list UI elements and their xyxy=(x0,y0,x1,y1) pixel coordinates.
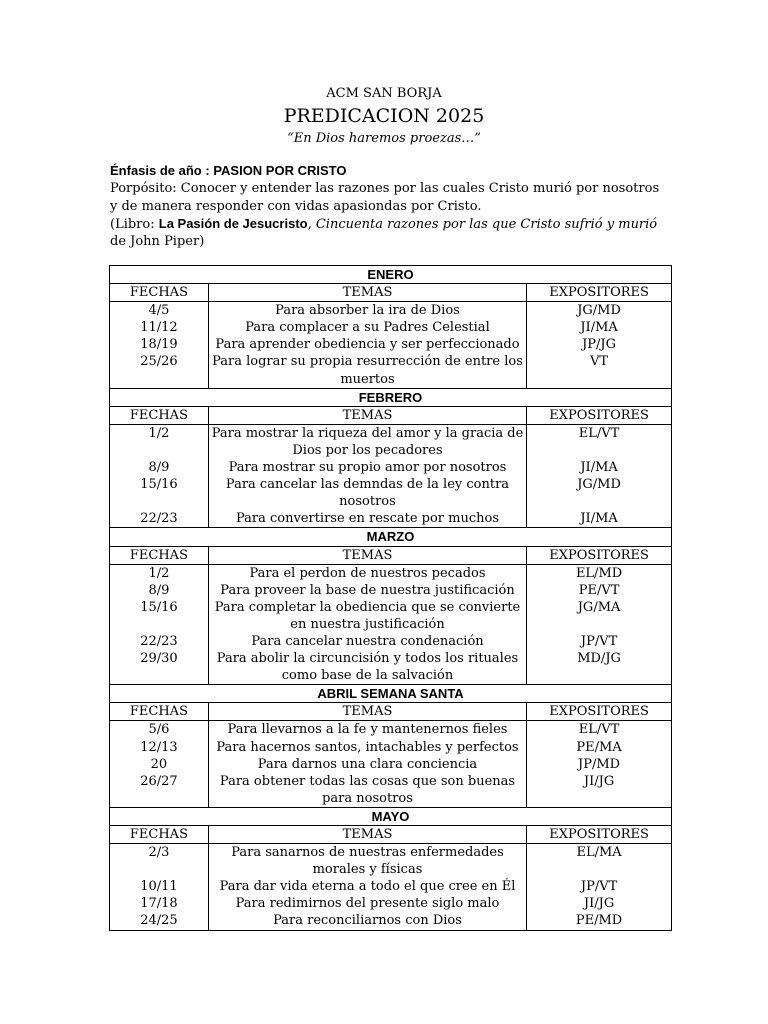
column-header-topics: TEMAS xyxy=(208,703,526,721)
topic-cell: Para mostrar la riqueza del amor y la gracia de Dios por los pecadores xyxy=(208,424,526,459)
topic-cell: Para mostrar su propio amor por nosotros xyxy=(208,459,526,476)
topic-cell: Para darnos una clara conciencia xyxy=(208,756,526,773)
emphasis-line xyxy=(110,162,670,180)
column-header-topics: TEMAS xyxy=(208,284,526,302)
date-cell: 17/18 xyxy=(110,895,209,912)
date-cell: 18/19 xyxy=(110,336,209,353)
date-cell: 22/23 xyxy=(110,633,209,650)
date-cell: 2/3 xyxy=(110,844,209,879)
column-header-topics: TEMAS xyxy=(208,406,526,424)
date-cell: 12/13 xyxy=(110,739,209,756)
month-name: ABRIL SEMANA SANTA xyxy=(110,685,672,703)
month-header-row xyxy=(110,807,672,825)
speaker-cell: JG/MA xyxy=(527,599,672,633)
speaker-cell: MD/JG xyxy=(527,650,672,685)
speaker-cell: JP/VT xyxy=(527,878,672,895)
month-name: ENERO xyxy=(110,266,672,284)
page-title: PREDICACION 2025 xyxy=(283,105,485,127)
topic-cell: Para llevarnos a la fe y mantenernos fieles xyxy=(208,721,526,739)
column-header-dates: FECHAS xyxy=(110,546,209,564)
table-row xyxy=(110,353,672,388)
table-row xyxy=(110,302,672,320)
column-header-row xyxy=(110,284,672,302)
topic-cell: Para reconciliarnos con Dios xyxy=(208,912,526,930)
column-header-speakers: EXPOSITORES xyxy=(527,284,672,302)
table-row xyxy=(110,844,672,879)
speaker-cell: JI/JG xyxy=(527,773,672,808)
table-row xyxy=(110,878,672,895)
purpose-text: Porpósito: Conocer y entender las razones por las cuales Cristo murió por nosotros y de manera responder con vidas apasiondas por Cristo. xyxy=(110,181,660,214)
book-title: La Pasión de Jesucristo xyxy=(158,215,308,231)
table-row xyxy=(110,721,672,739)
topic-cell: Para redimirnos del presente siglo malo xyxy=(208,895,526,912)
table-row xyxy=(110,459,672,476)
speaker-cell: VT xyxy=(527,353,672,388)
table-row xyxy=(110,739,672,756)
column-header-topics: TEMAS xyxy=(208,826,526,844)
column-header-speakers: EXPOSITORES xyxy=(527,826,672,844)
month-name: MARZO xyxy=(110,528,672,546)
motto: “En Dios haremos proezas…” xyxy=(287,131,481,146)
speaker-cell: PE/MD xyxy=(527,912,672,930)
month-header-row xyxy=(110,388,672,406)
table-row xyxy=(110,319,672,336)
column-header-topics: TEMAS xyxy=(208,546,526,564)
date-cell: 15/16 xyxy=(110,599,209,633)
month-header-row xyxy=(110,528,672,546)
date-cell: 15/16 xyxy=(110,476,209,510)
topic-cell: Para hacernos santos, intachables y perfectos xyxy=(208,739,526,756)
book-separator: , xyxy=(307,216,316,232)
month-name: FEBRERO xyxy=(110,388,672,406)
date-cell: 5/6 xyxy=(110,721,209,739)
topic-cell: Para complacer a su Padres Celestial xyxy=(208,319,526,336)
speaker-cell: EL/VT xyxy=(527,424,672,459)
date-cell: 1/2 xyxy=(110,424,209,459)
date-cell: 22/23 xyxy=(110,510,209,528)
book-reference xyxy=(110,215,670,251)
table-row xyxy=(110,424,672,459)
topic-cell: Para cancelar las demndas de la ley contra nosotros xyxy=(208,476,526,510)
table-row xyxy=(110,912,672,930)
column-header-row xyxy=(110,406,672,424)
topic-cell: Para lograr su propia resurrección de entre los muertos xyxy=(208,353,526,388)
topic-cell: Para proveer la base de nuestra justificación xyxy=(208,582,526,599)
date-cell: 8/9 xyxy=(110,459,209,476)
organization-name: ACM SAN BORJA xyxy=(326,86,442,101)
book-prefix: (Libro: xyxy=(110,216,159,232)
topic-cell: Para el perdon de nuestros pecados xyxy=(208,564,526,582)
speaker-cell: JI/MA xyxy=(527,459,672,476)
date-cell: 24/25 xyxy=(110,912,209,930)
date-cell: 26/27 xyxy=(110,773,209,808)
speaker-cell: EL/MD xyxy=(527,564,672,582)
column-header-speakers: EXPOSITORES xyxy=(527,703,672,721)
table-row xyxy=(110,599,672,633)
month-name: MAYO xyxy=(110,807,672,825)
speaker-cell: EL/MA xyxy=(527,844,672,879)
speaker-cell: JP/VT xyxy=(527,633,672,650)
date-cell: 1/2 xyxy=(110,564,209,582)
column-header-dates: FECHAS xyxy=(110,284,209,302)
month-header-row xyxy=(110,685,672,703)
table-row xyxy=(110,582,672,599)
table-row xyxy=(110,564,672,582)
table-row xyxy=(110,476,672,510)
speaker-cell: PE/MA xyxy=(527,739,672,756)
column-header-dates: FECHAS xyxy=(110,826,209,844)
book-suffix: de John Piper) xyxy=(110,234,205,250)
schedule-table xyxy=(109,265,672,931)
table-row xyxy=(110,510,672,528)
topic-cell: Para convertirse en rescate por muchos xyxy=(208,510,526,528)
date-cell: 11/12 xyxy=(110,319,209,336)
topic-cell: Para abolir la circuncisión y todos los rituales como base de la salvación xyxy=(208,650,526,685)
column-header-row xyxy=(110,826,672,844)
table-row xyxy=(110,633,672,650)
emphasis-value: PASION POR CRISTO xyxy=(213,163,347,178)
topic-cell: Para obtener todas las cosas que son buenas para nosotros xyxy=(208,773,526,808)
date-cell: 29/30 xyxy=(110,650,209,685)
speaker-cell: JI/JG xyxy=(527,895,672,912)
date-cell: 8/9 xyxy=(110,582,209,599)
schedule-body xyxy=(110,266,672,931)
speaker-cell: JP/MD xyxy=(527,756,672,773)
speaker-cell: PE/VT xyxy=(527,582,672,599)
date-cell: 4/5 xyxy=(110,302,209,320)
speaker-cell: JI/MA xyxy=(527,319,672,336)
column-header-speakers: EXPOSITORES xyxy=(527,546,672,564)
speaker-cell: JG/MD xyxy=(527,476,672,510)
topic-cell: Para dar vida eterna a todo el que cree en Él xyxy=(208,878,526,895)
table-row xyxy=(110,895,672,912)
table-row xyxy=(110,756,672,773)
table-row xyxy=(110,773,672,808)
column-header-row xyxy=(110,703,672,721)
column-header-dates: FECHAS xyxy=(110,406,209,424)
book-subtitle: Cincuenta razones por las que Cristo sufrió y murió xyxy=(315,216,658,232)
topic-cell: Para completar la obediencia que se convierte en nuestra justificación xyxy=(208,599,526,633)
intro-block xyxy=(110,162,670,250)
date-cell: 20 xyxy=(110,756,209,773)
column-header-row xyxy=(110,546,672,564)
date-cell: 25/26 xyxy=(110,353,209,388)
emphasis-label: Énfasis de año : xyxy=(110,163,214,178)
month-header-row xyxy=(110,266,672,284)
speaker-cell: JG/MD xyxy=(527,302,672,320)
date-cell: 10/11 xyxy=(110,878,209,895)
speaker-cell: EL/VT xyxy=(527,721,672,739)
topic-cell: Para aprender obediencia y ser perfeccionado xyxy=(208,336,526,353)
table-row xyxy=(110,650,672,685)
topic-cell: Para sanarnos de nuestras enfermedades morales y físicas xyxy=(208,844,526,879)
column-header-dates: FECHAS xyxy=(110,703,209,721)
topic-cell: Para absorber la ira de Dios xyxy=(208,302,526,320)
topic-cell: Para cancelar nuestra condenación xyxy=(208,633,526,650)
speaker-cell: JP/JG xyxy=(527,336,672,353)
column-header-speakers: EXPOSITORES xyxy=(527,406,672,424)
table-row xyxy=(110,336,672,353)
speaker-cell: JI/MA xyxy=(527,510,672,528)
